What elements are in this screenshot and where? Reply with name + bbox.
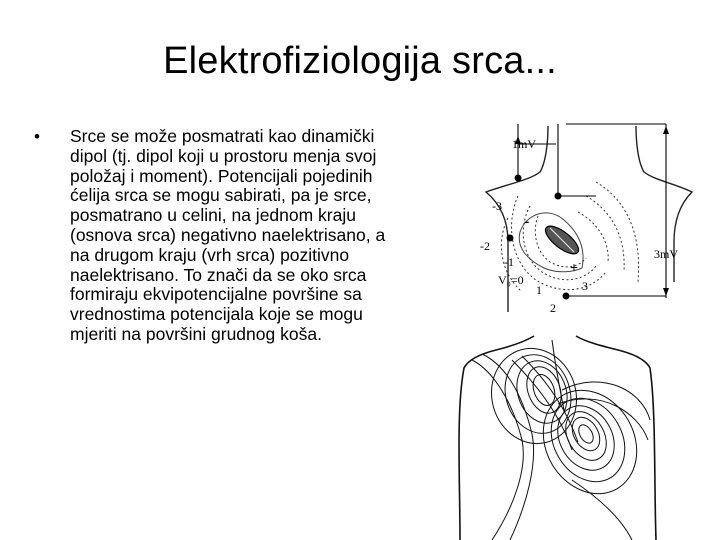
electrode-3 [507,235,514,242]
bullet-list [34,127,404,345]
dipole-torso-diagram [478,122,700,318]
label-v0: V₀=0 [498,273,524,287]
label-1: 1 [536,283,542,297]
label-3: 3 [582,279,588,293]
label-1mv: 1mV [512,137,536,151]
bullet-text: Srce se može posmatrati kao dinamički dipol (tj. dipol koji u prostoru menja svoj položaj i moment). Potencijali pojedinih ćelija srca se mogu sabirati, pa je srce, posmatrano u celini, na jednom kraju (osnova srca) negativno naelektrisano, a na drugom kraju (vrh srca) pozitivno naelektrisano. To znači da se oko srca formiraju ekvipotencijalne površine sa vrednostima potencijala koje se mogu mjeriti na površini grudnog koša. [70,126,386,344]
electrode-lines [518,124,666,298]
label-minus-3: -3 [492,199,502,213]
label-minus-sign: - [524,213,530,230]
bullet-item [34,127,404,345]
contour-left [472,338,588,540]
electrode-4 [563,293,570,300]
label-plus-sign: + [570,261,578,276]
body-surface-potential-map [452,330,662,540]
label-3mv: 3mV [654,247,678,261]
bullet-marker: • [34,127,40,146]
label-minus-1: -1 [504,255,514,269]
label-minus-2: -2 [480,239,490,253]
arrow-head-3mv-down [663,288,669,296]
electrode-1 [515,175,522,182]
label-2: 2 [550,301,556,315]
slide-title: Elektrofiziologija srca... [163,40,557,82]
electrode-2 [555,193,562,200]
arrow-head-3mv-up [663,126,669,134]
